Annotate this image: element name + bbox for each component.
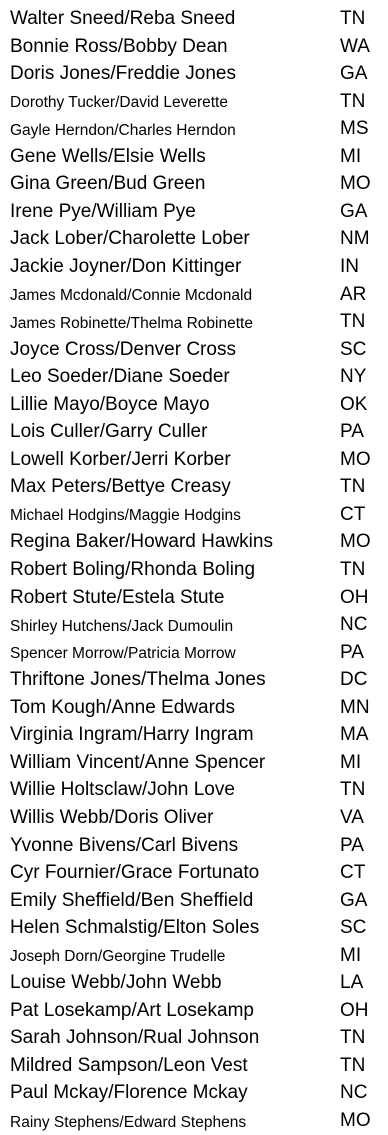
couple-names: Regina Baker/Howard Hawkins (10, 531, 273, 553)
couple-names: Dorothy Tucker/David Leverette (10, 94, 228, 112)
couple-names: Max Peters/Bettye Creasy (10, 476, 231, 498)
list-item (0, 59, 388, 87)
couple-names: Gene Wells/Elsie Wells (10, 145, 206, 167)
state-code: TN (340, 8, 366, 29)
state-code: LA (340, 972, 364, 994)
list-item (0, 941, 388, 969)
list-item (0, 968, 388, 996)
state-code: OK (340, 393, 368, 415)
couple-names: Leo Soeder/Diane Soeder (10, 366, 230, 388)
couple-names: Shirley Hutchens/Jack Dumoulin (10, 617, 234, 635)
state-code: TN (340, 476, 366, 498)
list-item (0, 500, 388, 528)
list-item (0, 417, 388, 445)
couple-names: Yvonne Bivens/Carl Bivens (10, 834, 239, 856)
couple-names: Emily Sheffield/Ben Sheffield (10, 889, 254, 911)
couple-names: Jackie Joyner/Don Kittinger (10, 255, 242, 277)
state-code: SC (340, 338, 367, 360)
state-code: MI (340, 145, 362, 167)
couple-names: Joseph Dorn/Georgine Trudelle (10, 948, 226, 966)
couple-names: Spencer Morrow/Patricia Morrow (10, 645, 236, 663)
list-item (0, 748, 388, 776)
state-code: NM (340, 228, 370, 250)
list-item (0, 1023, 388, 1051)
list-item (0, 4, 388, 32)
list-item (0, 252, 388, 280)
list-item (0, 693, 388, 721)
state-code: AR (340, 283, 367, 305)
state-code: IN (340, 255, 359, 277)
couple-names: Virginia Ingram/Harry Ingram (10, 724, 254, 746)
couple-names: Sarah Johnson/Rual Johnson (10, 1027, 260, 1049)
couple-names: Joyce Cross/Denver Cross (10, 338, 236, 360)
couple-names: James Robinette/Thelma Robinette (10, 314, 253, 332)
couple-names: Robert Stute/Estela Stute (10, 586, 225, 608)
state-code: WA (340, 35, 370, 57)
list-item (0, 638, 388, 666)
list-item (0, 390, 388, 418)
state-code: GA (340, 200, 368, 222)
list-item (0, 583, 388, 611)
state-code: MS (340, 118, 369, 140)
state-code: MO (340, 448, 371, 470)
state-code: SC (340, 917, 367, 939)
couple-names: Gayle Herndon/Charles Herndon (10, 121, 236, 139)
list-item (0, 527, 388, 555)
couple-names: Tom Kough/Anne Edwards (10, 696, 235, 718)
couple-names: Willis Webb/Doris Oliver (10, 806, 214, 828)
couple-names: Irene Pye/William Pye (10, 200, 196, 222)
couple-names: Mildred Sampson/Leon Vest (10, 1054, 248, 1076)
list-item (0, 1051, 388, 1079)
list-item (0, 831, 388, 859)
list-item (0, 886, 388, 914)
state-code: GA (340, 889, 368, 911)
couple-names: Robert Boling/Rhonda Boling (10, 559, 256, 580)
list-item (0, 307, 388, 335)
couple-names: Rainy Stephens/Edward Stephens (10, 1113, 247, 1131)
list-item (0, 472, 388, 500)
list-item (0, 803, 388, 831)
state-code: PA (340, 834, 364, 856)
state-code: MO (340, 173, 371, 195)
list-item (0, 1106, 388, 1134)
state-code: TN (340, 1027, 366, 1049)
list-item (0, 362, 388, 390)
list-item (0, 445, 388, 473)
couple-names: Gina Green/Bud Green (10, 173, 206, 195)
list-item (0, 197, 388, 225)
couple-names: William Vincent/Anne Spencer (10, 751, 266, 773)
couple-names: Paul Mckay/Florence Mckay (10, 1082, 248, 1104)
state-code: MA (340, 724, 369, 746)
list-item (0, 114, 388, 142)
list-item (0, 335, 388, 363)
state-code: TN (340, 779, 366, 801)
list-item (0, 858, 388, 886)
list-item (0, 32, 388, 60)
state-code: TN (340, 1054, 366, 1076)
couple-names: James Mcdonald/Connie Mcdonald (10, 287, 253, 304)
list-item (0, 224, 388, 252)
state-code: DC (340, 669, 368, 691)
state-code: NY (340, 366, 367, 388)
couple-names: Doris Jones/Freddie Jones (10, 63, 236, 85)
list-item (0, 720, 388, 748)
couple-names: Michael Hodgins/Maggie Hodgins (10, 507, 241, 525)
state-code: TN (340, 90, 366, 112)
couple-names: Pat Losekamp/Art Losekamp (10, 999, 254, 1021)
state-code: CT (340, 503, 366, 525)
list-item (0, 1078, 388, 1106)
state-code: CT (340, 862, 366, 884)
list-item (0, 665, 388, 693)
couple-names: Lois Culler/Garry Culler (10, 421, 208, 443)
list-item (0, 280, 388, 308)
couple-names: Jack Lober/Charolette Lober (10, 228, 250, 250)
list-item (0, 87, 388, 115)
state-code: MI (340, 944, 362, 966)
couple-names: Louise Webb/John Webb (10, 972, 222, 994)
state-code: NC (340, 1082, 368, 1104)
couple-names: Bonnie Ross/Bobby Dean (10, 35, 228, 57)
state-code: NC (340, 614, 368, 636)
state-code: GA (340, 63, 368, 85)
list-item (0, 996, 388, 1024)
state-code: PA (340, 641, 364, 663)
couple-names: Willie Holtsclaw/John Love (10, 779, 235, 801)
couple-names: Helen Schmalstig/Elton Soles (10, 917, 260, 939)
list-item (0, 913, 388, 941)
list-item (0, 555, 388, 583)
couple-names: Thriftone Jones/Thelma Jones (10, 669, 266, 691)
state-code: TN (340, 559, 366, 580)
state-code: OH (340, 586, 369, 608)
list-item (0, 775, 388, 803)
state-code: MI (340, 751, 362, 773)
state-code: TN (340, 311, 366, 333)
list-item (0, 169, 388, 197)
couple-names: Walter Sneed/Reba Sneed (10, 8, 236, 29)
state-code: OH (340, 999, 369, 1021)
couple-names: Cyr Fournier/Grace Fortunato (10, 862, 260, 884)
state-code: MO (340, 531, 371, 553)
list-item (0, 142, 388, 170)
state-code: MO (340, 1110, 371, 1131)
list-item (0, 610, 388, 638)
state-code: PA (340, 421, 364, 443)
state-code: MN (340, 696, 370, 718)
state-code: VA (340, 806, 364, 828)
couple-names: Lillie Mayo/Boyce Mayo (10, 393, 210, 415)
couple-names: Lowell Korber/Jerri Korber (10, 448, 231, 470)
